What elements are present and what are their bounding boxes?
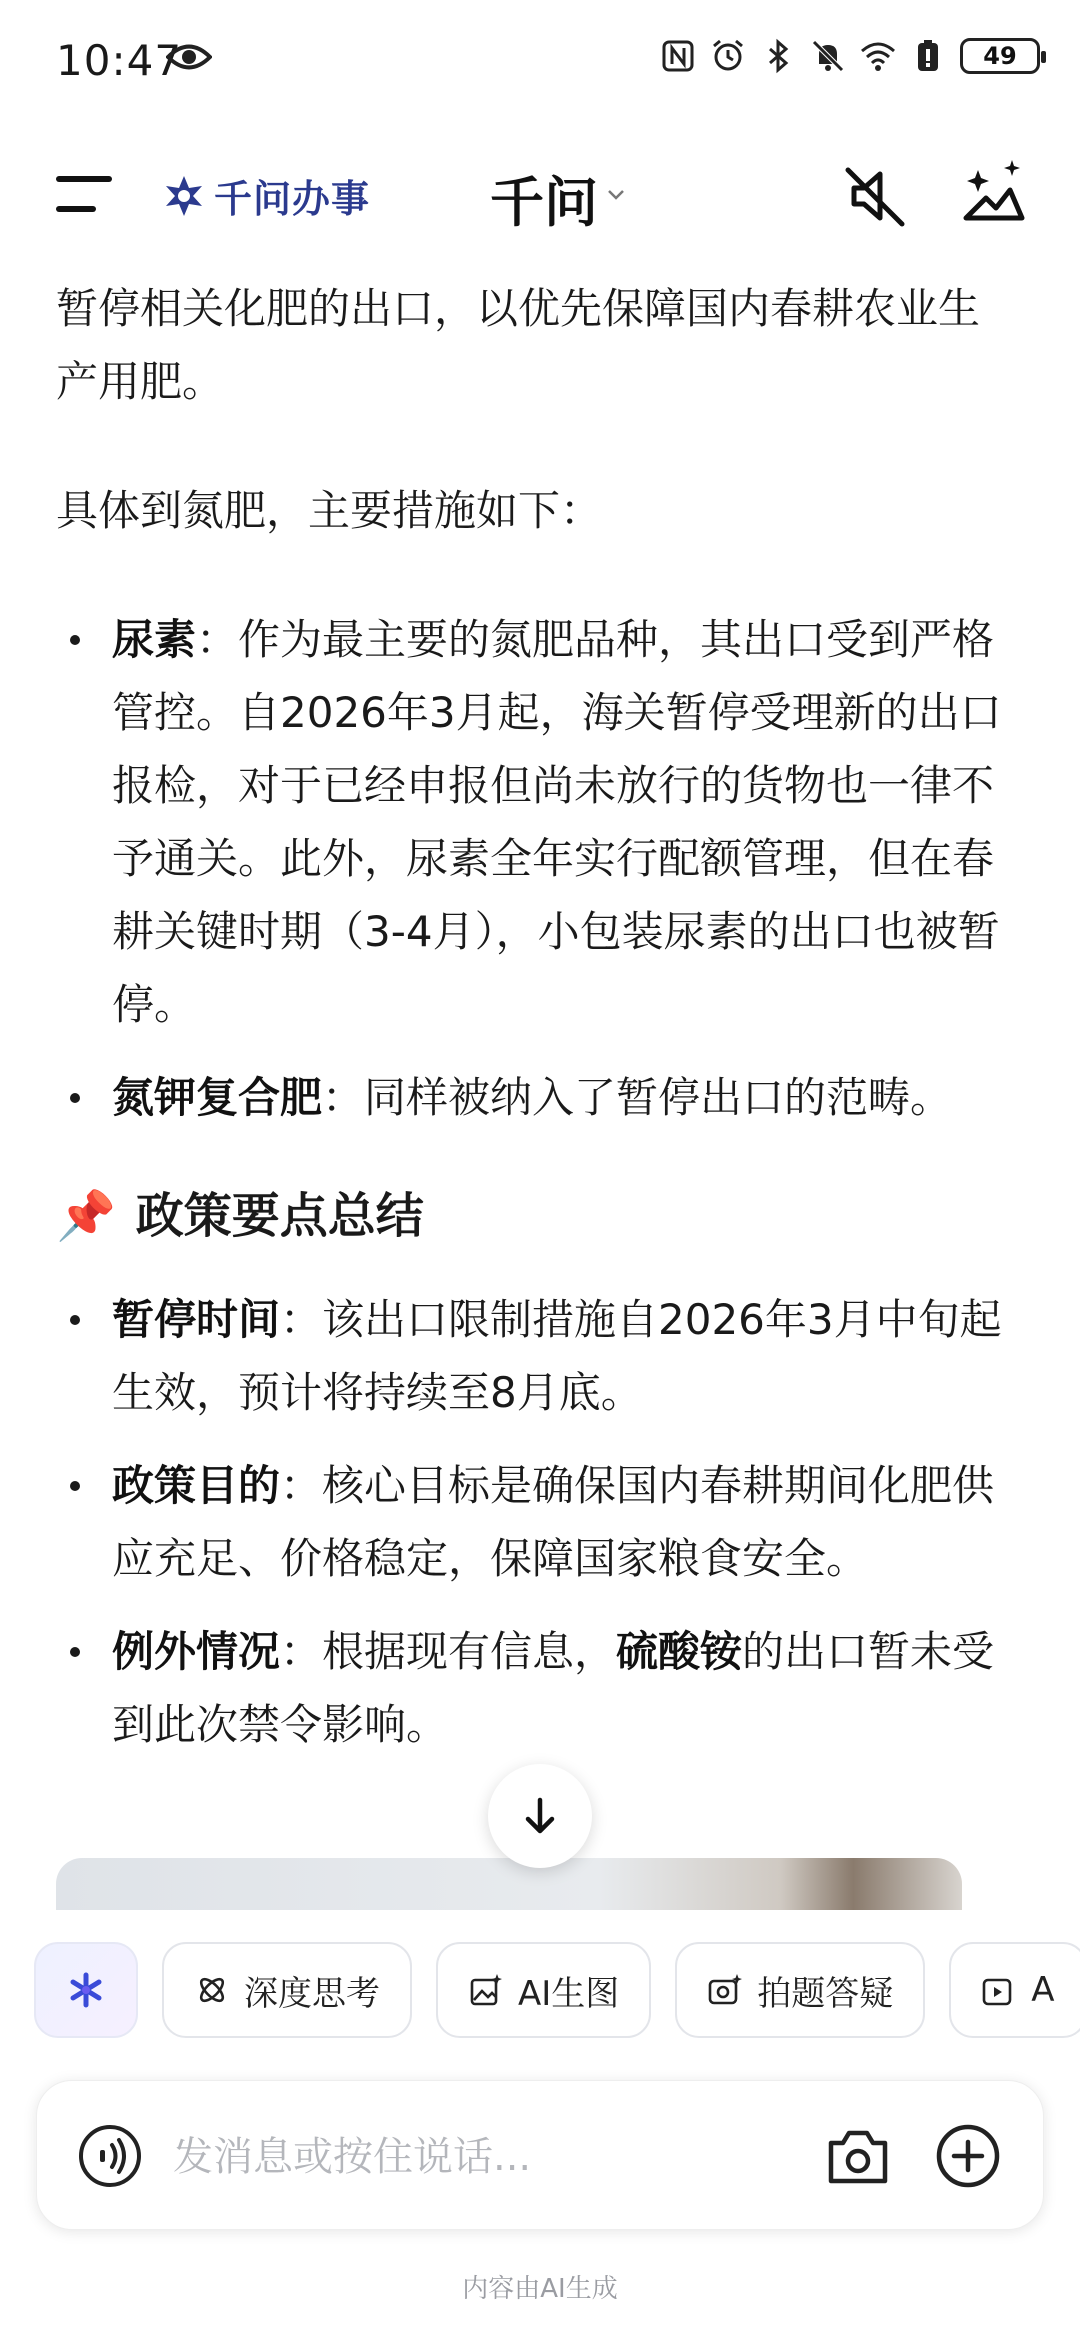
bluetooth-icon	[760, 38, 796, 74]
lead-text: 具体到氮肥，主要措施如下：	[56, 486, 603, 535]
app-header	[0, 140, 1080, 250]
item-text: ：该出口限制措施自2026年3月中旬起生效，预计将持续至8月底。	[112, 1295, 1002, 1417]
deep-think-icon	[194, 1972, 230, 2008]
ai-disclaimer: 内容由AI生成	[462, 2274, 618, 2304]
item-text: ：根据现有信息，	[280, 1627, 617, 1676]
quick-actions	[34, 1942, 1080, 2038]
pushpin-icon: 📌	[56, 1188, 116, 1244]
intro-text: 暂停相关化肥的出口，以优先保障国内春耕农业生产用肥。	[56, 284, 981, 406]
battery-saver-icon	[910, 38, 946, 74]
section-heading	[56, 1180, 1016, 1253]
eye-icon	[166, 42, 212, 72]
item-label: 尿素	[112, 615, 197, 664]
brand-name: 千问办事	[214, 177, 371, 221]
wifi-icon	[860, 38, 896, 74]
chip-label: A	[1031, 1970, 1055, 2010]
item-text: ：作为最主要的氮肥品种，其出口受到严格管控。自2026年3月起，海关暂停受理新的出口报检，对于已经申报但尚未放行的货物也一律不予通关。此外，尿素全年实行配额管理，但在春耕关键时期（3-4月），小包装尿素的出口也被暂停。	[112, 615, 1002, 1029]
list-item	[56, 1061, 1016, 1134]
item-label: 例外情况	[112, 1627, 281, 1676]
chat-message	[56, 272, 1016, 1761]
new-chat-button[interactable]	[956, 156, 1032, 232]
item-label: 暂停时间	[112, 1295, 281, 1344]
message-composer	[36, 2080, 1044, 2230]
chip-label: AI生图	[518, 1973, 620, 2014]
list-item	[56, 1283, 1016, 1429]
bottom-panel	[0, 1910, 1080, 2331]
item-text: ：同样被纳入了暂停出口的范畴。	[322, 1073, 953, 1122]
summary-list	[56, 1283, 1016, 1761]
item-label: 氮钾复合肥	[112, 1073, 323, 1122]
message-input[interactable]	[171, 2121, 815, 2193]
brand-star-icon	[162, 174, 206, 218]
list-item	[56, 1615, 1016, 1761]
agent-chip[interactable]	[34, 1942, 138, 2038]
scroll-down-button[interactable]	[488, 1764, 592, 1868]
photo-question-chip[interactable]	[675, 1942, 925, 2038]
item-text: ：核心目标是确保国内春耕期间化肥供应充足、价格稳定，保障国家粮食安全。	[112, 1461, 995, 1583]
item-text: 的出口暂未受到此次禁令影响。	[112, 1627, 995, 1749]
voice-input-icon[interactable]	[77, 2123, 143, 2189]
item-bold-text: 硫酸铵	[616, 1627, 743, 1676]
battery-indicator: 49	[960, 38, 1040, 74]
nitrogen-list	[56, 603, 1016, 1134]
status-icons	[660, 38, 1040, 74]
video-icon	[981, 1972, 1017, 2008]
item-label: 政策目的	[112, 1461, 281, 1510]
ai-image-chip[interactable]	[436, 1942, 651, 2038]
brand-logo[interactable]	[162, 168, 370, 223]
nfc-icon	[660, 38, 696, 74]
image-card[interactable]	[56, 1858, 962, 1910]
camera-icon[interactable]	[825, 2125, 891, 2187]
spark-icon	[68, 1972, 104, 2008]
mute-speaker-button[interactable]	[840, 160, 912, 232]
alarm-icon	[710, 38, 746, 74]
page-title[interactable]: 千问	[490, 171, 598, 234]
add-icon[interactable]	[935, 2123, 1001, 2189]
silent-icon	[810, 38, 846, 74]
deep-think-chip[interactable]	[162, 1942, 412, 2038]
ai-image-icon	[468, 1972, 504, 2008]
chip-label: 深度思考	[244, 1973, 380, 2014]
status-bar	[0, 0, 1080, 120]
photo-question-icon	[707, 1972, 743, 2008]
status-time: 10:47	[56, 36, 183, 85]
arrow-down-icon	[518, 1794, 562, 1838]
chevron-down-icon[interactable]	[606, 184, 626, 204]
chip-label: 拍题答疑	[757, 1973, 894, 2014]
list-item	[56, 603, 1016, 1041]
more-chip[interactable]	[949, 1942, 1080, 2038]
list-item	[56, 1449, 1016, 1595]
section-title: 政策要点总结	[135, 1188, 424, 1244]
menu-button[interactable]	[56, 176, 120, 216]
